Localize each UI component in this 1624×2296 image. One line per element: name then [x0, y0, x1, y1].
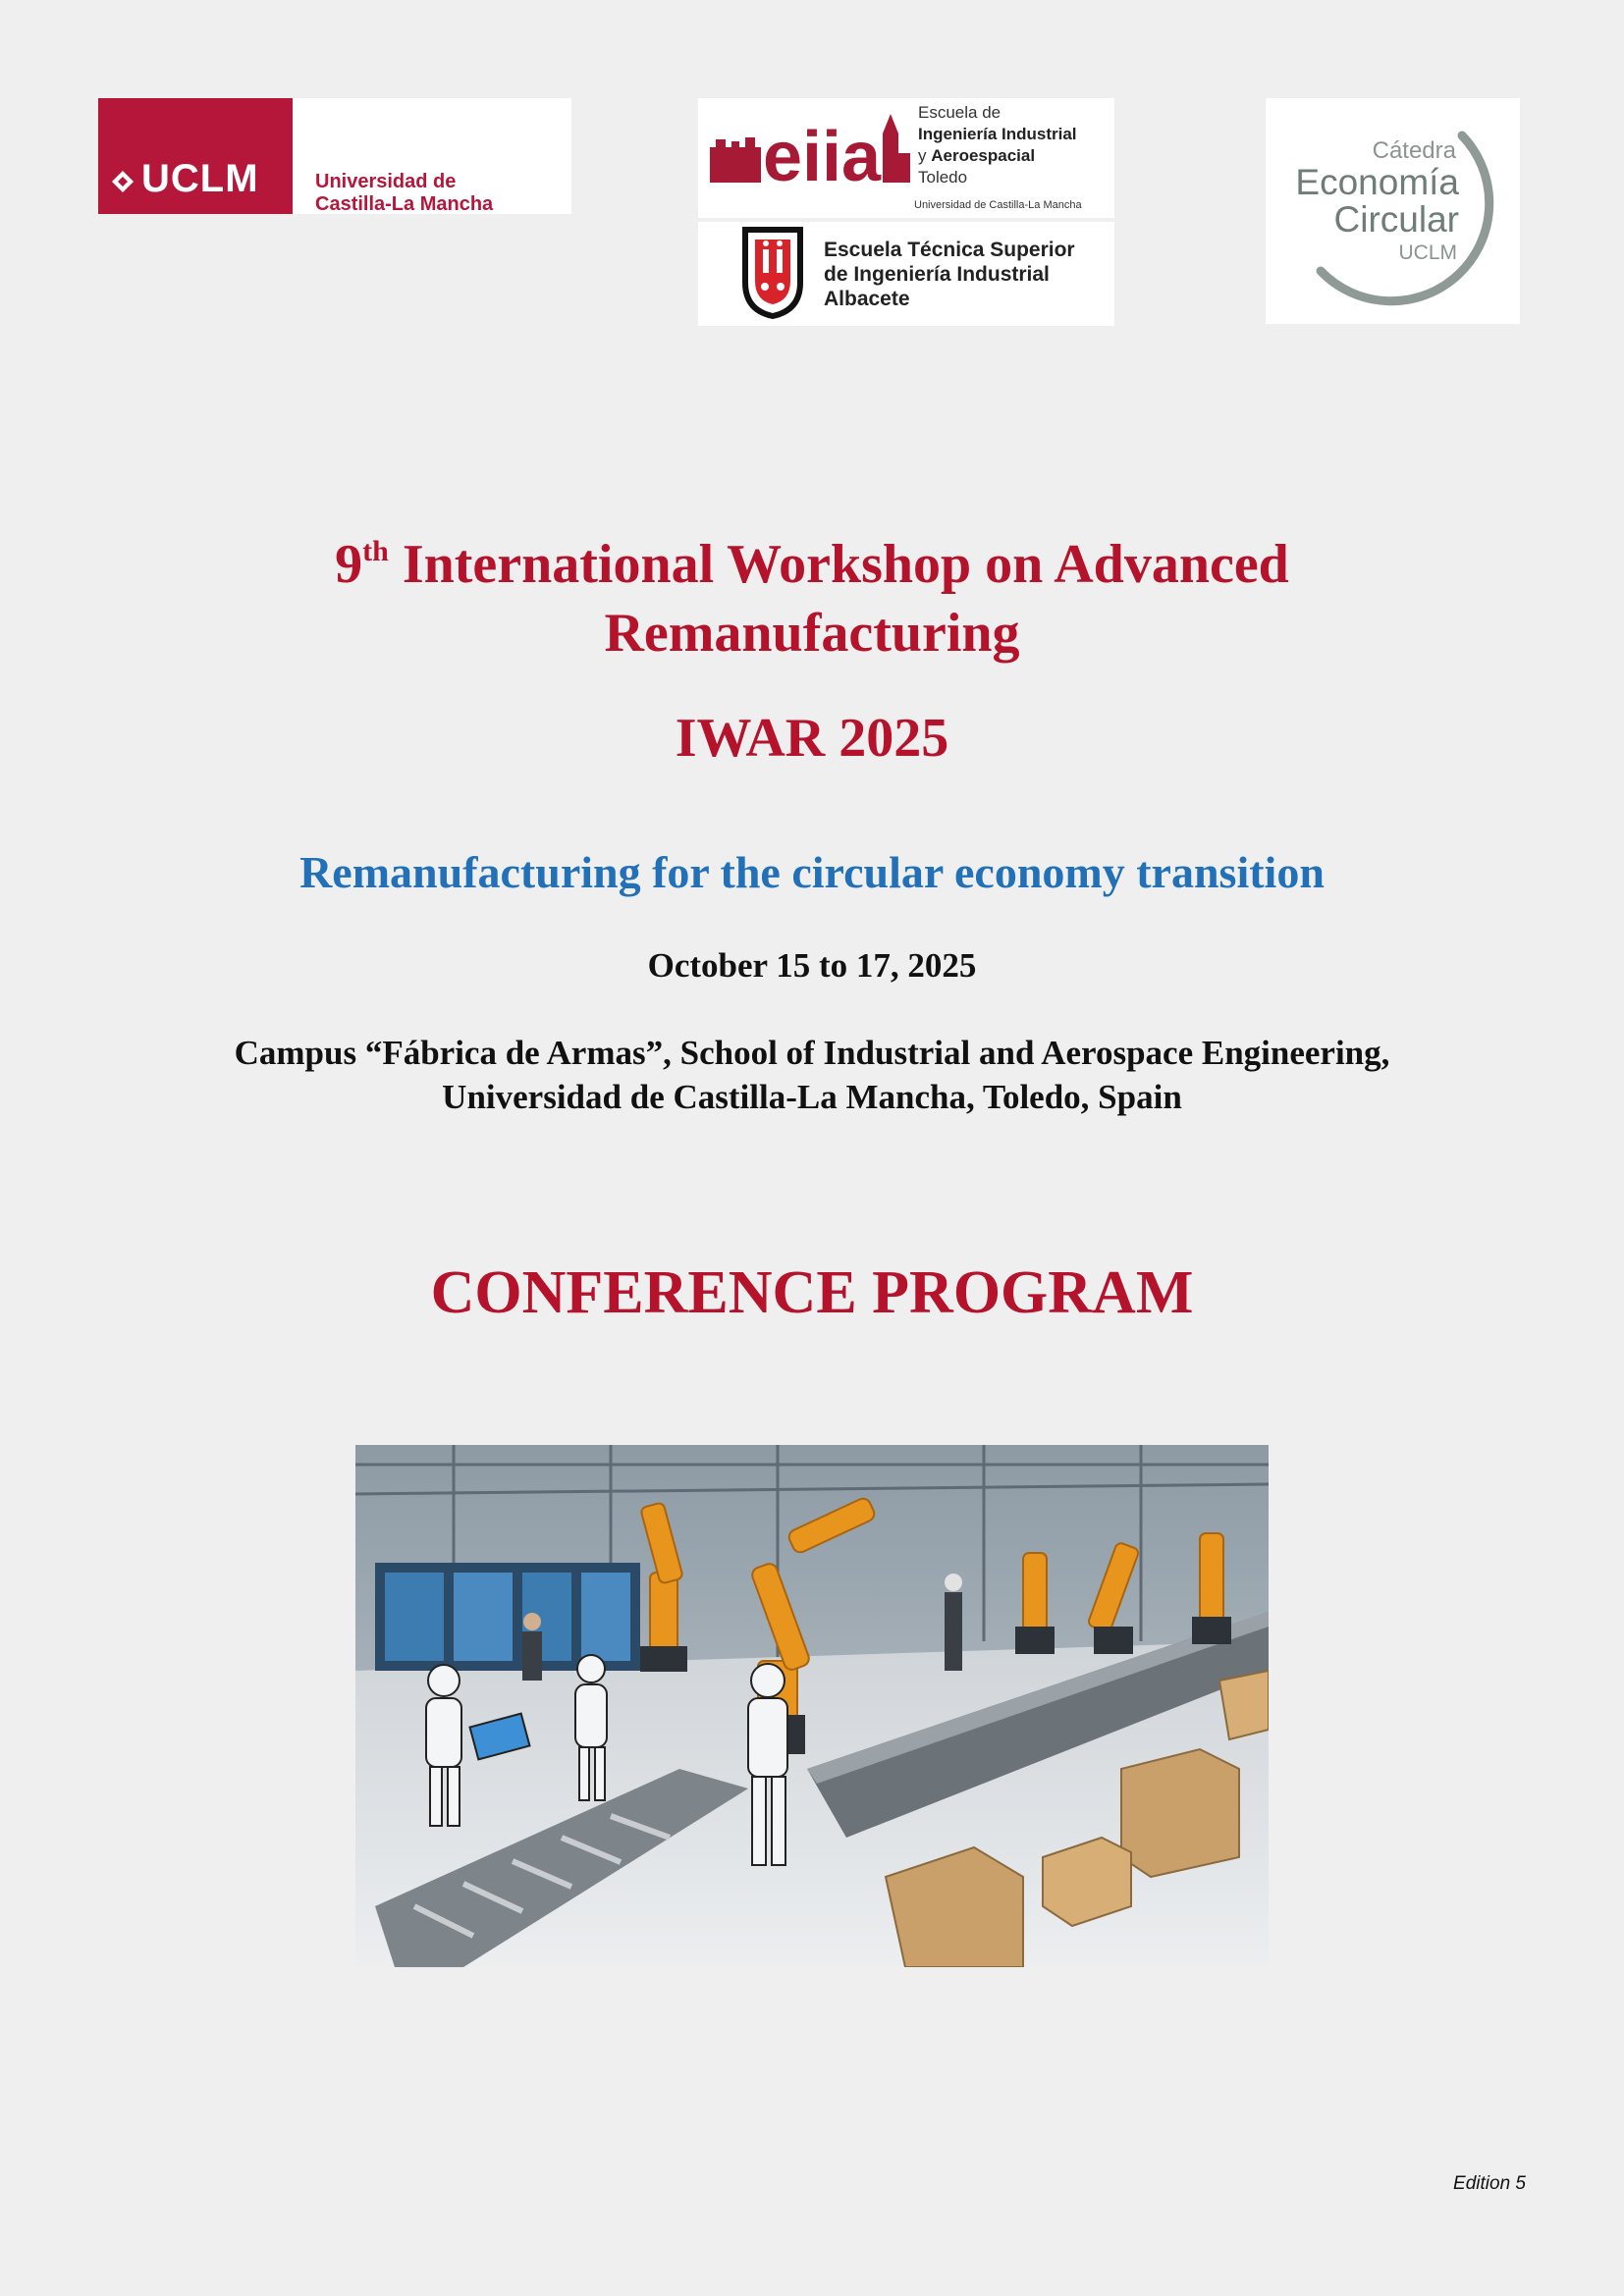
workshop-dates: October 15 to 17, 2025	[647, 946, 977, 985]
eiia-wordmark-icon	[710, 104, 912, 188]
workshop-title: 9th International Workshop on Advanced Remanufacturing	[335, 534, 1289, 664]
etsii-shield-icon	[741, 226, 804, 320]
workshop-acronym: IWAR 2025	[675, 708, 949, 769]
factory-robots-illustration	[355, 1445, 1269, 1967]
catedra-name: Economía Circular	[1295, 162, 1459, 240]
catedra-line4: UCLM	[1398, 241, 1457, 264]
eiia-university-footer: Universidad de Castilla-La Mancha	[914, 199, 1082, 211]
workshop-venue: Campus “Fábrica de Armas”, School of Industrial and Aerospace Engineering, Universidad de Castilla-La Mancha, Toledo, Spain	[234, 1034, 1390, 1116]
edition-label: Edition 5	[1453, 2173, 1526, 2194]
catedra-logo	[1266, 98, 1520, 324]
uclm-emblem-icon	[112, 171, 134, 192]
etsii-school-name: Escuela Técnica Superior de Ingeniería Industrial Albacete	[824, 239, 1075, 310]
etsii-logo	[698, 222, 1114, 326]
uclm-university-name: Universidad de Castilla-La Mancha	[315, 171, 494, 214]
uclm-logo-red-block	[98, 98, 293, 214]
workshop-subtitle: Remanufacturing for the circular economy transition	[299, 847, 1325, 897]
svg-text:eiia: eiia	[763, 118, 882, 188]
uclm-logo	[98, 98, 571, 214]
eiia-logo	[698, 98, 1114, 218]
catedra-line1: Cátedra	[1372, 137, 1456, 164]
eiia-school-name: Escuela de Ingeniería Industrial y Aeroespacial Toledo	[918, 103, 1077, 187]
uclm-brand: UCLM	[141, 157, 259, 200]
conference-program-heading: CONFERENCE PROGRAM	[430, 1259, 1194, 1326]
